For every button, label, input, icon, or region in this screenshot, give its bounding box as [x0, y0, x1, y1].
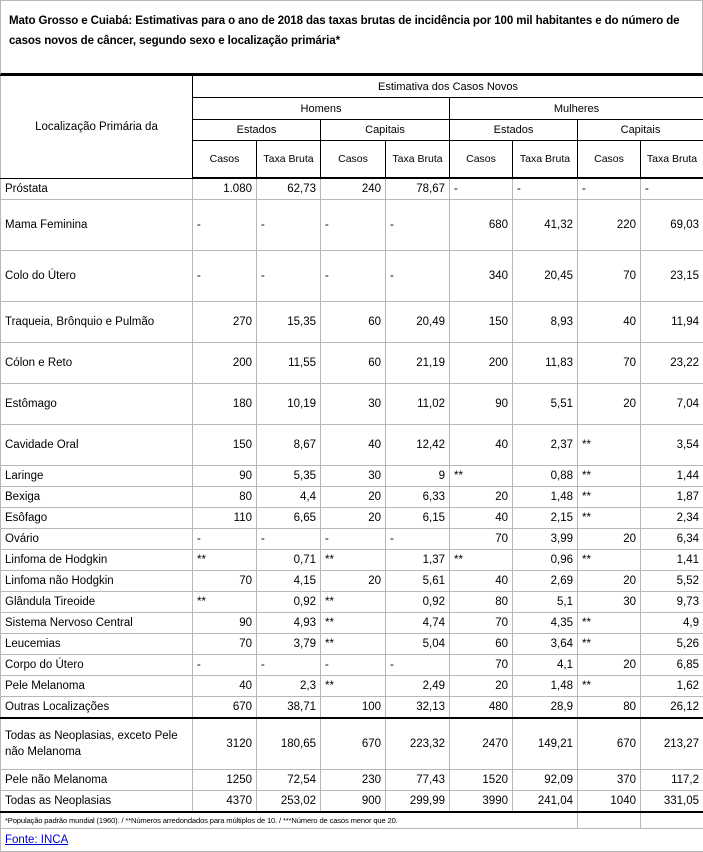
table-title-block	[0, 0, 703, 75]
table-row	[1, 486, 703, 507]
row-label: Sistema Nervoso Central	[1, 612, 193, 633]
cell-3: -	[321, 654, 386, 675]
header-metric-taxa-homens-capitais: Taxa Bruta	[386, 141, 450, 179]
cell-3: 60	[321, 342, 386, 383]
cell-4: 78,67	[386, 178, 450, 199]
cell-7: 70	[578, 342, 641, 383]
cell-4: 77,43	[386, 769, 450, 790]
cell-7: **	[578, 633, 641, 654]
header-localizacao-primaria: Localização Primária da	[1, 76, 193, 179]
cell-7: **	[578, 465, 641, 486]
cell-6: 2,69	[513, 570, 578, 591]
cell-4: -	[386, 199, 450, 250]
cell-2: 11,55	[257, 342, 321, 383]
cell-6: 28,9	[513, 696, 578, 718]
cell-6: 1,48	[513, 675, 578, 696]
table-foot	[1, 718, 703, 852]
cell-8: 9,73	[641, 591, 703, 612]
cell-6: 241,04	[513, 790, 578, 812]
source-link-inca[interactable]: Fonte: INCA	[5, 834, 68, 846]
row-label: Cólon e Reto	[1, 342, 193, 383]
cell-1: -	[193, 250, 257, 301]
cell-6: 5,51	[513, 383, 578, 424]
row-label: Linfoma não Hodgkin	[1, 570, 193, 591]
table-row	[1, 528, 703, 549]
cell-5: **	[450, 465, 513, 486]
cell-4: 0,92	[386, 591, 450, 612]
cell-7: **	[578, 612, 641, 633]
table-row	[1, 612, 703, 633]
table-row	[1, 549, 703, 570]
cell-6: -	[513, 178, 578, 199]
cell-4: -	[386, 528, 450, 549]
table-row	[1, 301, 703, 342]
cell-3: 240	[321, 178, 386, 199]
cell-3: **	[321, 633, 386, 654]
cell-7: -	[578, 178, 641, 199]
cell-8: 26,12	[641, 696, 703, 718]
cell-2: 5,35	[257, 465, 321, 486]
header-metric-casos-homens-estados: Casos	[193, 141, 257, 179]
cell-1: -	[193, 199, 257, 250]
cell-8: -	[641, 178, 703, 199]
cell-1: 180	[193, 383, 257, 424]
cell-5: 70	[450, 528, 513, 549]
cell-8: 1,44	[641, 465, 703, 486]
cell-6: 1,48	[513, 486, 578, 507]
cell-5: -	[450, 178, 513, 199]
cell-2: -	[257, 250, 321, 301]
cell-6: 8,93	[513, 301, 578, 342]
table-row	[1, 591, 703, 612]
cell-8: 69,03	[641, 199, 703, 250]
cell-5: 340	[450, 250, 513, 301]
cell-1: 1250	[193, 769, 257, 790]
cell-4: -	[386, 250, 450, 301]
cell-8: 4,9	[641, 612, 703, 633]
total-row	[1, 769, 703, 790]
footnote-text: *População padrão mundial (1960). / **Números arredondados para múltiplos de 10. / ***Número de casos menor que 20.	[1, 812, 578, 829]
cell-4: 6,15	[386, 507, 450, 528]
cell-8: 6,85	[641, 654, 703, 675]
cell-5: 1520	[450, 769, 513, 790]
cell-7: 370	[578, 769, 641, 790]
cell-6: 11,83	[513, 342, 578, 383]
cell-3: 30	[321, 383, 386, 424]
cell-7: **	[578, 675, 641, 696]
cell-7: 40	[578, 301, 641, 342]
cell-4: 9	[386, 465, 450, 486]
cell-4: 12,42	[386, 424, 450, 465]
cell-2: 0,92	[257, 591, 321, 612]
cell-1: 150	[193, 424, 257, 465]
cell-8: 11,94	[641, 301, 703, 342]
row-label: Próstata	[1, 178, 193, 199]
row-label: Esôfago	[1, 507, 193, 528]
cell-5: 70	[450, 612, 513, 633]
cell-1: 3120	[193, 718, 257, 770]
cell-2: -	[257, 654, 321, 675]
cell-8: 7,04	[641, 383, 703, 424]
cell-2: 4,15	[257, 570, 321, 591]
table-head	[1, 76, 703, 179]
row-label: Todas as Neoplasias	[1, 790, 193, 812]
cancer-estimates-table	[0, 75, 703, 852]
cell-3: 40	[321, 424, 386, 465]
header-region-mulheres-capitais: Capitais	[578, 120, 703, 141]
cell-7: 20	[578, 528, 641, 549]
row-label: Estômago	[1, 383, 193, 424]
cell-3: -	[321, 250, 386, 301]
cell-3: **	[321, 675, 386, 696]
page-title: Mato Grosso e Cuiabá: Estimativas para o ano de 2018 das taxas brutas de incidência por 100 mil habitantes e do número de casos novos de câncer, segundo sexo e localização primária*	[9, 11, 692, 51]
cell-1: -	[193, 528, 257, 549]
cell-7: **	[578, 507, 641, 528]
total-row	[1, 718, 703, 770]
cell-6: 4,35	[513, 612, 578, 633]
cell-1: 70	[193, 570, 257, 591]
cell-1: 90	[193, 612, 257, 633]
table-row	[1, 507, 703, 528]
cell-2: 3,79	[257, 633, 321, 654]
cell-4: 5,61	[386, 570, 450, 591]
table-row	[1, 424, 703, 465]
cell-6: 2,15	[513, 507, 578, 528]
cell-1: -	[193, 654, 257, 675]
cell-3: **	[321, 591, 386, 612]
cell-5: 3990	[450, 790, 513, 812]
cell-1: **	[193, 549, 257, 570]
cell-5: 40	[450, 507, 513, 528]
header-sex-mulheres: Mulheres	[450, 98, 703, 120]
header-region-mulheres-estados: Estados	[450, 120, 578, 141]
cell-5: 60	[450, 633, 513, 654]
cell-1: 70	[193, 633, 257, 654]
header-estimativa-casos-novos: Estimativa dos Casos Novos	[193, 76, 703, 98]
cell-1: 110	[193, 507, 257, 528]
row-label: Ovário	[1, 528, 193, 549]
cell-5: 480	[450, 696, 513, 718]
cell-7: 80	[578, 696, 641, 718]
cell-5: 90	[450, 383, 513, 424]
cell-8: 213,27	[641, 718, 703, 770]
header-metric-taxa-mulheres-estados: Taxa Bruta	[513, 141, 578, 179]
cell-5: 70	[450, 654, 513, 675]
row-label: Laringe	[1, 465, 193, 486]
cell-3: 30	[321, 465, 386, 486]
cell-5: 40	[450, 570, 513, 591]
cell-3: 20	[321, 570, 386, 591]
cell-5: 40	[450, 424, 513, 465]
table-row	[1, 199, 703, 250]
cell-7: **	[578, 549, 641, 570]
table-row	[1, 178, 703, 199]
cell-1: 200	[193, 342, 257, 383]
cell-5: 2470	[450, 718, 513, 770]
cell-6: 3,64	[513, 633, 578, 654]
cell-2: 2,3	[257, 675, 321, 696]
row-label: Pele Melanoma	[1, 675, 193, 696]
row-label: Mama Feminina	[1, 199, 193, 250]
table-row	[1, 342, 703, 383]
cell-3: **	[321, 612, 386, 633]
cell-7: 220	[578, 199, 641, 250]
header-metric-casos-mulheres-capitais: Casos	[578, 141, 641, 179]
cell-6: 41,32	[513, 199, 578, 250]
cell-2: 253,02	[257, 790, 321, 812]
cell-3: 60	[321, 301, 386, 342]
cell-2: 62,73	[257, 178, 321, 199]
row-label: Linfoma de Hodgkin	[1, 549, 193, 570]
cell-4: -	[386, 654, 450, 675]
cell-4: 32,13	[386, 696, 450, 718]
cell-4: 5,04	[386, 633, 450, 654]
cell-8: 117,2	[641, 769, 703, 790]
cell-8: 331,05	[641, 790, 703, 812]
cell-4: 11,02	[386, 383, 450, 424]
cell-3: -	[321, 528, 386, 549]
cell-3: **	[321, 549, 386, 570]
cell-6: 5,1	[513, 591, 578, 612]
cell-6: 0,96	[513, 549, 578, 570]
cell-1: 1.080	[193, 178, 257, 199]
cell-8: 5,26	[641, 633, 703, 654]
cell-1: 270	[193, 301, 257, 342]
footnote-spacer	[641, 812, 703, 829]
cell-2: 4,4	[257, 486, 321, 507]
cell-8: 1,87	[641, 486, 703, 507]
cell-1: 80	[193, 486, 257, 507]
cell-3: 900	[321, 790, 386, 812]
cell-7: 20	[578, 654, 641, 675]
cell-3: -	[321, 199, 386, 250]
header-metric-taxa-mulheres-capitais: Taxa Bruta	[641, 141, 703, 179]
table-row	[1, 570, 703, 591]
table-row	[1, 675, 703, 696]
cell-4: 2,49	[386, 675, 450, 696]
cell-8: 2,34	[641, 507, 703, 528]
table-row	[1, 250, 703, 301]
cell-1: 90	[193, 465, 257, 486]
row-label: Glândula Tireoide	[1, 591, 193, 612]
cell-2: 10,19	[257, 383, 321, 424]
cell-1: 670	[193, 696, 257, 718]
cell-4: 223,32	[386, 718, 450, 770]
cell-6: 149,21	[513, 718, 578, 770]
cell-7: 30	[578, 591, 641, 612]
cell-5: 150	[450, 301, 513, 342]
row-label: Pele não Melanoma	[1, 769, 193, 790]
cell-8: 1,41	[641, 549, 703, 570]
table-row	[1, 696, 703, 718]
cell-7: 20	[578, 383, 641, 424]
row-label: Bexiga	[1, 486, 193, 507]
row-label: Colo do Útero	[1, 250, 193, 301]
table-row	[1, 465, 703, 486]
cell-1: 40	[193, 675, 257, 696]
row-label: Leucemias	[1, 633, 193, 654]
cell-8: 23,22	[641, 342, 703, 383]
cell-8: 6,34	[641, 528, 703, 549]
header-metric-casos-mulheres-estados: Casos	[450, 141, 513, 179]
cell-5: 20	[450, 486, 513, 507]
footnote-spacer	[578, 812, 641, 829]
footnote-row	[1, 812, 703, 829]
header-region-homens-estados: Estados	[193, 120, 321, 141]
table-row	[1, 633, 703, 654]
cell-5: **	[450, 549, 513, 570]
cell-6: 0,88	[513, 465, 578, 486]
row-label: Cavidade Oral	[1, 424, 193, 465]
cell-2: -	[257, 199, 321, 250]
cell-1: **	[193, 591, 257, 612]
header-metric-taxa-homens-estados: Taxa Bruta	[257, 141, 321, 179]
cell-7: **	[578, 424, 641, 465]
table-body	[1, 178, 703, 718]
table-row	[1, 383, 703, 424]
cell-2: 0,71	[257, 549, 321, 570]
cell-6: 92,09	[513, 769, 578, 790]
row-label: Todas as Neoplasias, exceto Pele não Melanoma	[1, 718, 193, 770]
cell-6: 3,99	[513, 528, 578, 549]
cell-3: 230	[321, 769, 386, 790]
cell-6: 4,1	[513, 654, 578, 675]
header-sex-homens: Homens	[193, 98, 450, 120]
cell-4: 299,99	[386, 790, 450, 812]
cell-8: 3,54	[641, 424, 703, 465]
cell-3: 100	[321, 696, 386, 718]
cell-5: 20	[450, 675, 513, 696]
cell-6: 20,45	[513, 250, 578, 301]
cell-8: 5,52	[641, 570, 703, 591]
cell-5: 200	[450, 342, 513, 383]
source-row	[1, 828, 703, 851]
cell-6: 2,37	[513, 424, 578, 465]
cell-7: 70	[578, 250, 641, 301]
row-label: Outras Localizações	[1, 696, 193, 718]
cell-7: 20	[578, 570, 641, 591]
header-region-homens-capitais: Capitais	[321, 120, 450, 141]
cell-7: **	[578, 486, 641, 507]
cell-2: 38,71	[257, 696, 321, 718]
row-label: Corpo do Útero	[1, 654, 193, 675]
cell-4: 20,49	[386, 301, 450, 342]
cell-2: 4,93	[257, 612, 321, 633]
header-row-group-all	[1, 76, 703, 98]
cell-2: 180,65	[257, 718, 321, 770]
cell-4: 1,37	[386, 549, 450, 570]
cell-2: 72,54	[257, 769, 321, 790]
cell-3: 20	[321, 507, 386, 528]
cell-4: 21,19	[386, 342, 450, 383]
cell-3: 20	[321, 486, 386, 507]
cell-8: 23,15	[641, 250, 703, 301]
cell-2: 6,65	[257, 507, 321, 528]
cell-2: 8,67	[257, 424, 321, 465]
source-cell	[1, 828, 703, 851]
cell-5: 80	[450, 591, 513, 612]
table-row	[1, 654, 703, 675]
cell-7: 670	[578, 718, 641, 770]
total-row	[1, 790, 703, 812]
cell-2: -	[257, 528, 321, 549]
cell-8: 1,62	[641, 675, 703, 696]
row-label: Traqueia, Brônquio e Pulmão	[1, 301, 193, 342]
cell-4: 4,74	[386, 612, 450, 633]
cell-1: 4370	[193, 790, 257, 812]
cell-3: 670	[321, 718, 386, 770]
cell-4: 6,33	[386, 486, 450, 507]
cell-2: 15,35	[257, 301, 321, 342]
cell-5: 680	[450, 199, 513, 250]
header-metric-casos-homens-capitais: Casos	[321, 141, 386, 179]
cell-7: 1040	[578, 790, 641, 812]
